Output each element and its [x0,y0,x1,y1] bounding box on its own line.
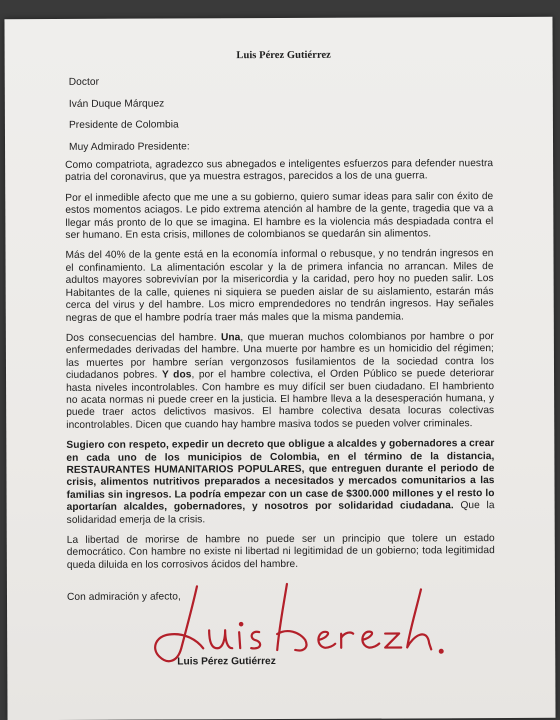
text-segment: Más del 40% de la gente está en la economía informal o rebusque, y no tendrán ingresos en el confinamiento. La alimentación escolar y la de primera infancia no arrancan. Miles de adultos mayores sobrevivían por la misericordia y la caridad, pero hoy no pueden salir. Los Habitantes de la calle, quienes ni siquiera se pueden aislar de su aislamiento, estarán más cerca del virus y del hambre. Los micro emprendedores no tendrán ingresos. Hay señales negras de que el hambre podría traer más males que la misma pandemia. [65,248,494,324]
handwritten-signature [137,577,457,668]
letter-paragraph [67,533,495,572]
letter-sheet [4,17,555,720]
closing: Con admiración y afecto, [66,591,181,604]
bold-text-segment: Sugiero con respeto, expedir un decreto que obligue a alcaldes y gobernadores a crear en cada uno de los municipios de Colombia, en el término de la distancia, RESTAURANTES HUMANITARIOS POPULARES, que entreguen durante el periodo de crisis, alimentos nutritivos preparados a necesitados y mercados comunitarios a las familias sin ingresos. La podría empezar con un case de $300.000 millones y el resto lo aportarían alcaldes, gobernadores, y nosotros por solidaridad ciudadana. [66,438,495,514]
letter-paragraph [66,438,494,527]
letterhead: Luis Pérez Gutiérrez [236,49,331,62]
bold-text-segment: Una [220,332,241,344]
letter-paragraph [66,331,494,432]
text-segment: La libertad de morirse de hambre no puede ser un principio que tolere un estado democrático. Con hambre no existe ni libertad ni legitimidad de un gobierno; toda legitimidad queda diluida en los corrosivos ácidos del hambre. [66,533,495,571]
text-segment: Por el inmedible afecto que me une a su gobierno, quiero sumar ideas para salir con éxito de estos momentos aciagos. Le pido extrema atención al hambre de la gente, tragedia que va a llegar más pronto de lo que se imagina. El hambre es la violencia más despiadada contra el ser humano. En esta crisis, millones de colombianos se quedarán sin alimentos. [65,190,494,241]
text-segment: Que la solidaridad emerja de la crisis. [66,500,495,526]
letter-paragraph [65,191,493,242]
text-segment: , que mueran muchos colombianos por hambre o por enfermedades derivadas del hambre. Una muerte por hambre es un homicidio del régimen; las muertes por hambre serían vergonzosos fusilamientos de la sociedad contra los ciudadanos pobres. [65,330,494,382]
letter-paragraphs [65,158,495,572]
text-segment: Como compatriota, agradezco sus abnegados e inteligentes esfuerzos para defender nuestra patria del coronavirus, que ya muestra estragos, parecidos a los de una guerra. [65,158,494,184]
letter-paragraph [65,249,493,325]
recipient-title: Doctor [68,77,100,89]
text-segment: , por el hambre colectiva, el Orden Público se puede deteriorar hasta niveles incontrolables. Con hambre es muy difícil ser buen ciudadano. El hambriento no acata normas ni puede creer en la justicia. El hambre lleva a la desesperación humana, y puede traer actos delictivos masivos. El hambre colectiva desata locuras colectivas incontrolables. Dicen que cuando hay hambre masiva todos se pueden volver criminales. [66,368,495,431]
salutation: Muy Admirado Presidente: [69,141,190,153]
letter-paragraph [65,158,493,185]
signature-name: Luis Pérez Gutiérrez [177,656,276,668]
text-segment: Dos consecuencias del hambre. [65,332,221,344]
recipient-position: Presidente de Colombia [68,119,179,132]
letter-body [65,49,495,604]
recipient-name: Iván Duque Márquez [68,98,165,110]
bold-text-segment: Y dos [161,369,192,381]
